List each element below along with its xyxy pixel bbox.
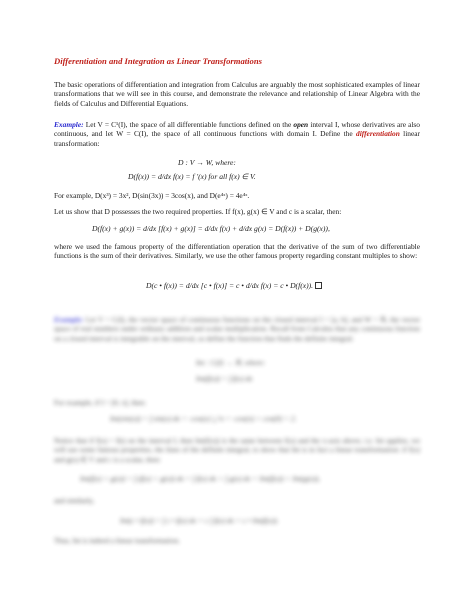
blurred-thus-line: Thus, Int is indeed a linear transformation.: [54, 536, 181, 545]
blurred-scalar-equation: Int(c • f(x)) = ∫ c • f(x) dx = c ∫ f(x) dx = c • Int(f(x)).: [120, 516, 279, 525]
scalar-equation: [146, 281, 322, 290]
differentiation-word: differentiation: [356, 129, 400, 139]
blurred-sum-equation: Int(f(x) + g(x)) = ∫ (f(x) + g(x)) dx = ∫ f(x) dx + ∫ g(x) dx = Int(f(x)) + Int(g(x)),: [80, 474, 321, 483]
example-2-label: Example:: [54, 315, 84, 324]
section-title: Differentiation and Integration as Linear Transformations: [54, 56, 262, 66]
open-word: open: [293, 120, 309, 129]
map-line: D : V → W, where:: [178, 158, 236, 167]
for-example-line: For example, D(x³) = 3x², D(sin(3x)) = 3cos(x), and D(e⁴ˣ) = 4e⁴ˣ.: [54, 191, 250, 200]
where-paragraph: where we used the famous property of the differentiation operation that the derivative of the sum of two differentiable functions is the sum of their derivatives. Similarly, we use the other famous property regarding constant multiples to show:: [54, 242, 420, 261]
scalar-equation-text: D(c • f(x)) = d/dx [c • f(x)] = c • d/dx f(x) = c • D(f(x)).: [146, 281, 314, 290]
definition-equation: D(f(x)) = d/dx f(x) = f ′(x) for all f(x) ∈ V.: [128, 172, 256, 181]
blurred-definition: Int(f(x)) = ∫ f(x) dx: [196, 374, 253, 383]
blurred-and-similarly: and similarly,: [54, 496, 95, 505]
example-2-paragraph: [54, 315, 420, 343]
example-label: Example:: [54, 120, 84, 129]
intro-paragraph: The basic operations of differentiation and integration from Calculus are arguably the most sophisticated examples of linear transformations that we will see in this course, and demonstrate the relevance and relationship of Linear Algebra with the fields of Calculus and Differential Equations.: [54, 80, 420, 108]
blurred-notice-paragraph: Notice that if f(x) = f(t) on the interval I, then Int(f(x)) is the same between f(x) and the x-axis above, i.e. Int applies, we will use some famous properties, the lines of the definite integral, to show that Int is in fact a linear transformation: if f(x) and g(x) ∈ V and c is a scalar, then:: [54, 436, 420, 464]
example-1-paragraph: [54, 120, 420, 148]
blurred-example-equation: Int(sin(x)) = ∫ sin(x) dx = -cos(x) |₀^π = -cos(π) + cos(0) = 2.: [110, 414, 297, 423]
show-properties-line: Let us show that D possesses the two required properties. If f(x), g(x) ∈ V and c is a scalar, then:: [54, 207, 342, 216]
example-text-c: linear transformation:: [54, 129, 420, 148]
qed-icon: [315, 282, 322, 289]
example-2-text: Let V = C(I), the vector space of continuous functions on the closed interval I = [a, b], and W = ℝ, the vector space of real numbers under ordinary addition and scalar multiplication. Recall from Calculus that any continuous function on a closed interval is integrable on the interval, so define the function that finds the definite integral:: [54, 315, 420, 343]
example-text-a: Let V = C¹(I), the space of all differentiable functions defined on the: [85, 120, 292, 129]
sum-equation: D(f(x) + g(x)) = d/dx [f(x) + g(x)] = d/dx f(x) + d/dx g(x) = D(f(x)) + D(g(x)),: [92, 224, 330, 233]
blurred-map-line: Int : C(I) → ℝ, where:: [196, 358, 266, 367]
example-text-b: interval I, whose derivatives are also continuous, and let W = C(I), the space of all continuous functions with domain I. Define the: [54, 120, 420, 139]
blurred-for-example: For example, if I = [0, π], then:: [54, 398, 147, 407]
